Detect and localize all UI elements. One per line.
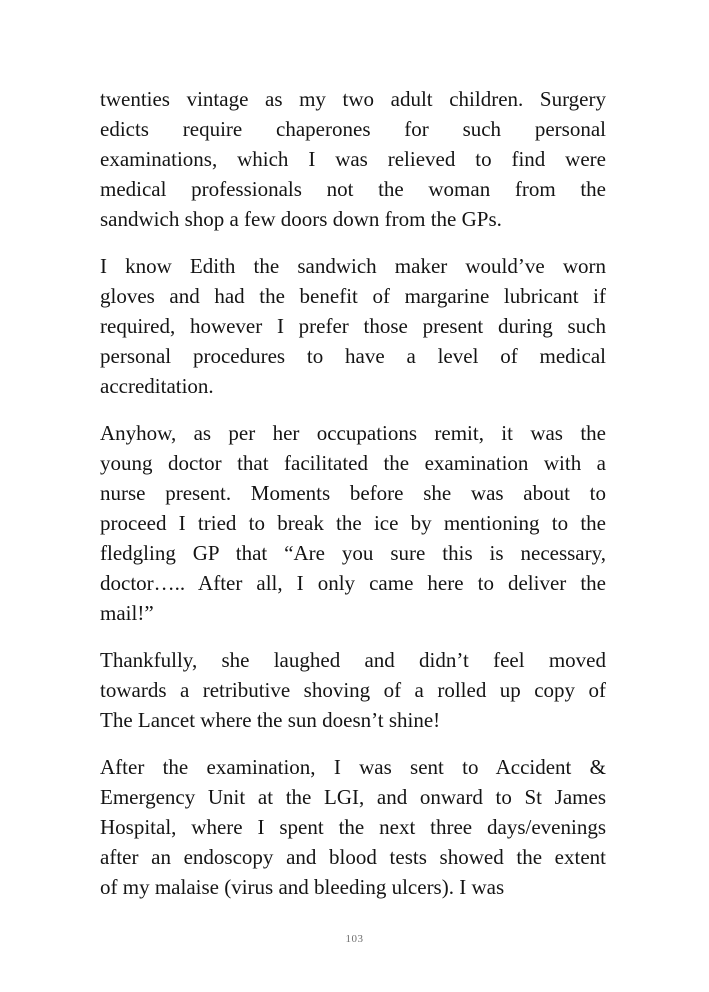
text-line: Hospital, where I spent the next three days/evenings (100, 815, 606, 839)
text-line: Thankfully, she laughed and didn’t feel moved (100, 648, 606, 672)
text-line: young doctor that facilitated the examination with a (100, 451, 606, 475)
text-line: The Lancet where the sun doesn’t shine! (100, 708, 441, 732)
text-line: Emergency Unit at the LGI, and onward to St James (100, 785, 606, 809)
text-line: Anyhow, as per her occupations remit, it was the (100, 421, 606, 445)
text-line: twenties vintage as my two adult children. Surgery (100, 87, 606, 111)
paragraph (100, 418, 606, 628)
text-line: required, however I prefer those present during such (100, 314, 606, 338)
text-line: nurse present. Moments before she was about to (100, 481, 606, 505)
text-line: personal procedures to have a level of medical (100, 344, 606, 368)
text-line: gloves and had the benefit of margarine lubricant if (100, 284, 606, 308)
text-line: mail!” (100, 601, 154, 625)
text-line: doctor….. After all, I only came here to deliver the (100, 571, 606, 595)
paragraph (100, 752, 606, 902)
text-line: examinations, which I was relieved to find were (100, 147, 606, 171)
text-line: I know Edith the sandwich maker would’ve worn (100, 254, 606, 278)
text-line: accreditation. (100, 374, 214, 398)
text-line: towards a retributive shoving of a rolled up copy of (100, 678, 606, 702)
text-line: After the examination, I was sent to Accident & (100, 755, 606, 779)
page-text-block (100, 84, 606, 919)
text-line: medical professionals not the woman from the (100, 177, 606, 201)
paragraph (100, 251, 606, 401)
text-line: after an endoscopy and blood tests showed the extent (100, 845, 606, 869)
text-line: edicts require chaperones for such personal (100, 117, 606, 141)
page-number: 103 (345, 933, 364, 945)
text-line: sandwich shop a few doors down from the GPs. (100, 207, 502, 231)
paragraph (100, 645, 606, 735)
text-line: of my malaise (virus and bleeding ulcers). I was (100, 875, 505, 899)
text-line: fledgling GP that “Are you sure this is necessary, (100, 541, 606, 565)
text-line: proceed I tried to break the ice by mentioning to the (100, 511, 606, 535)
paragraph (100, 84, 606, 234)
